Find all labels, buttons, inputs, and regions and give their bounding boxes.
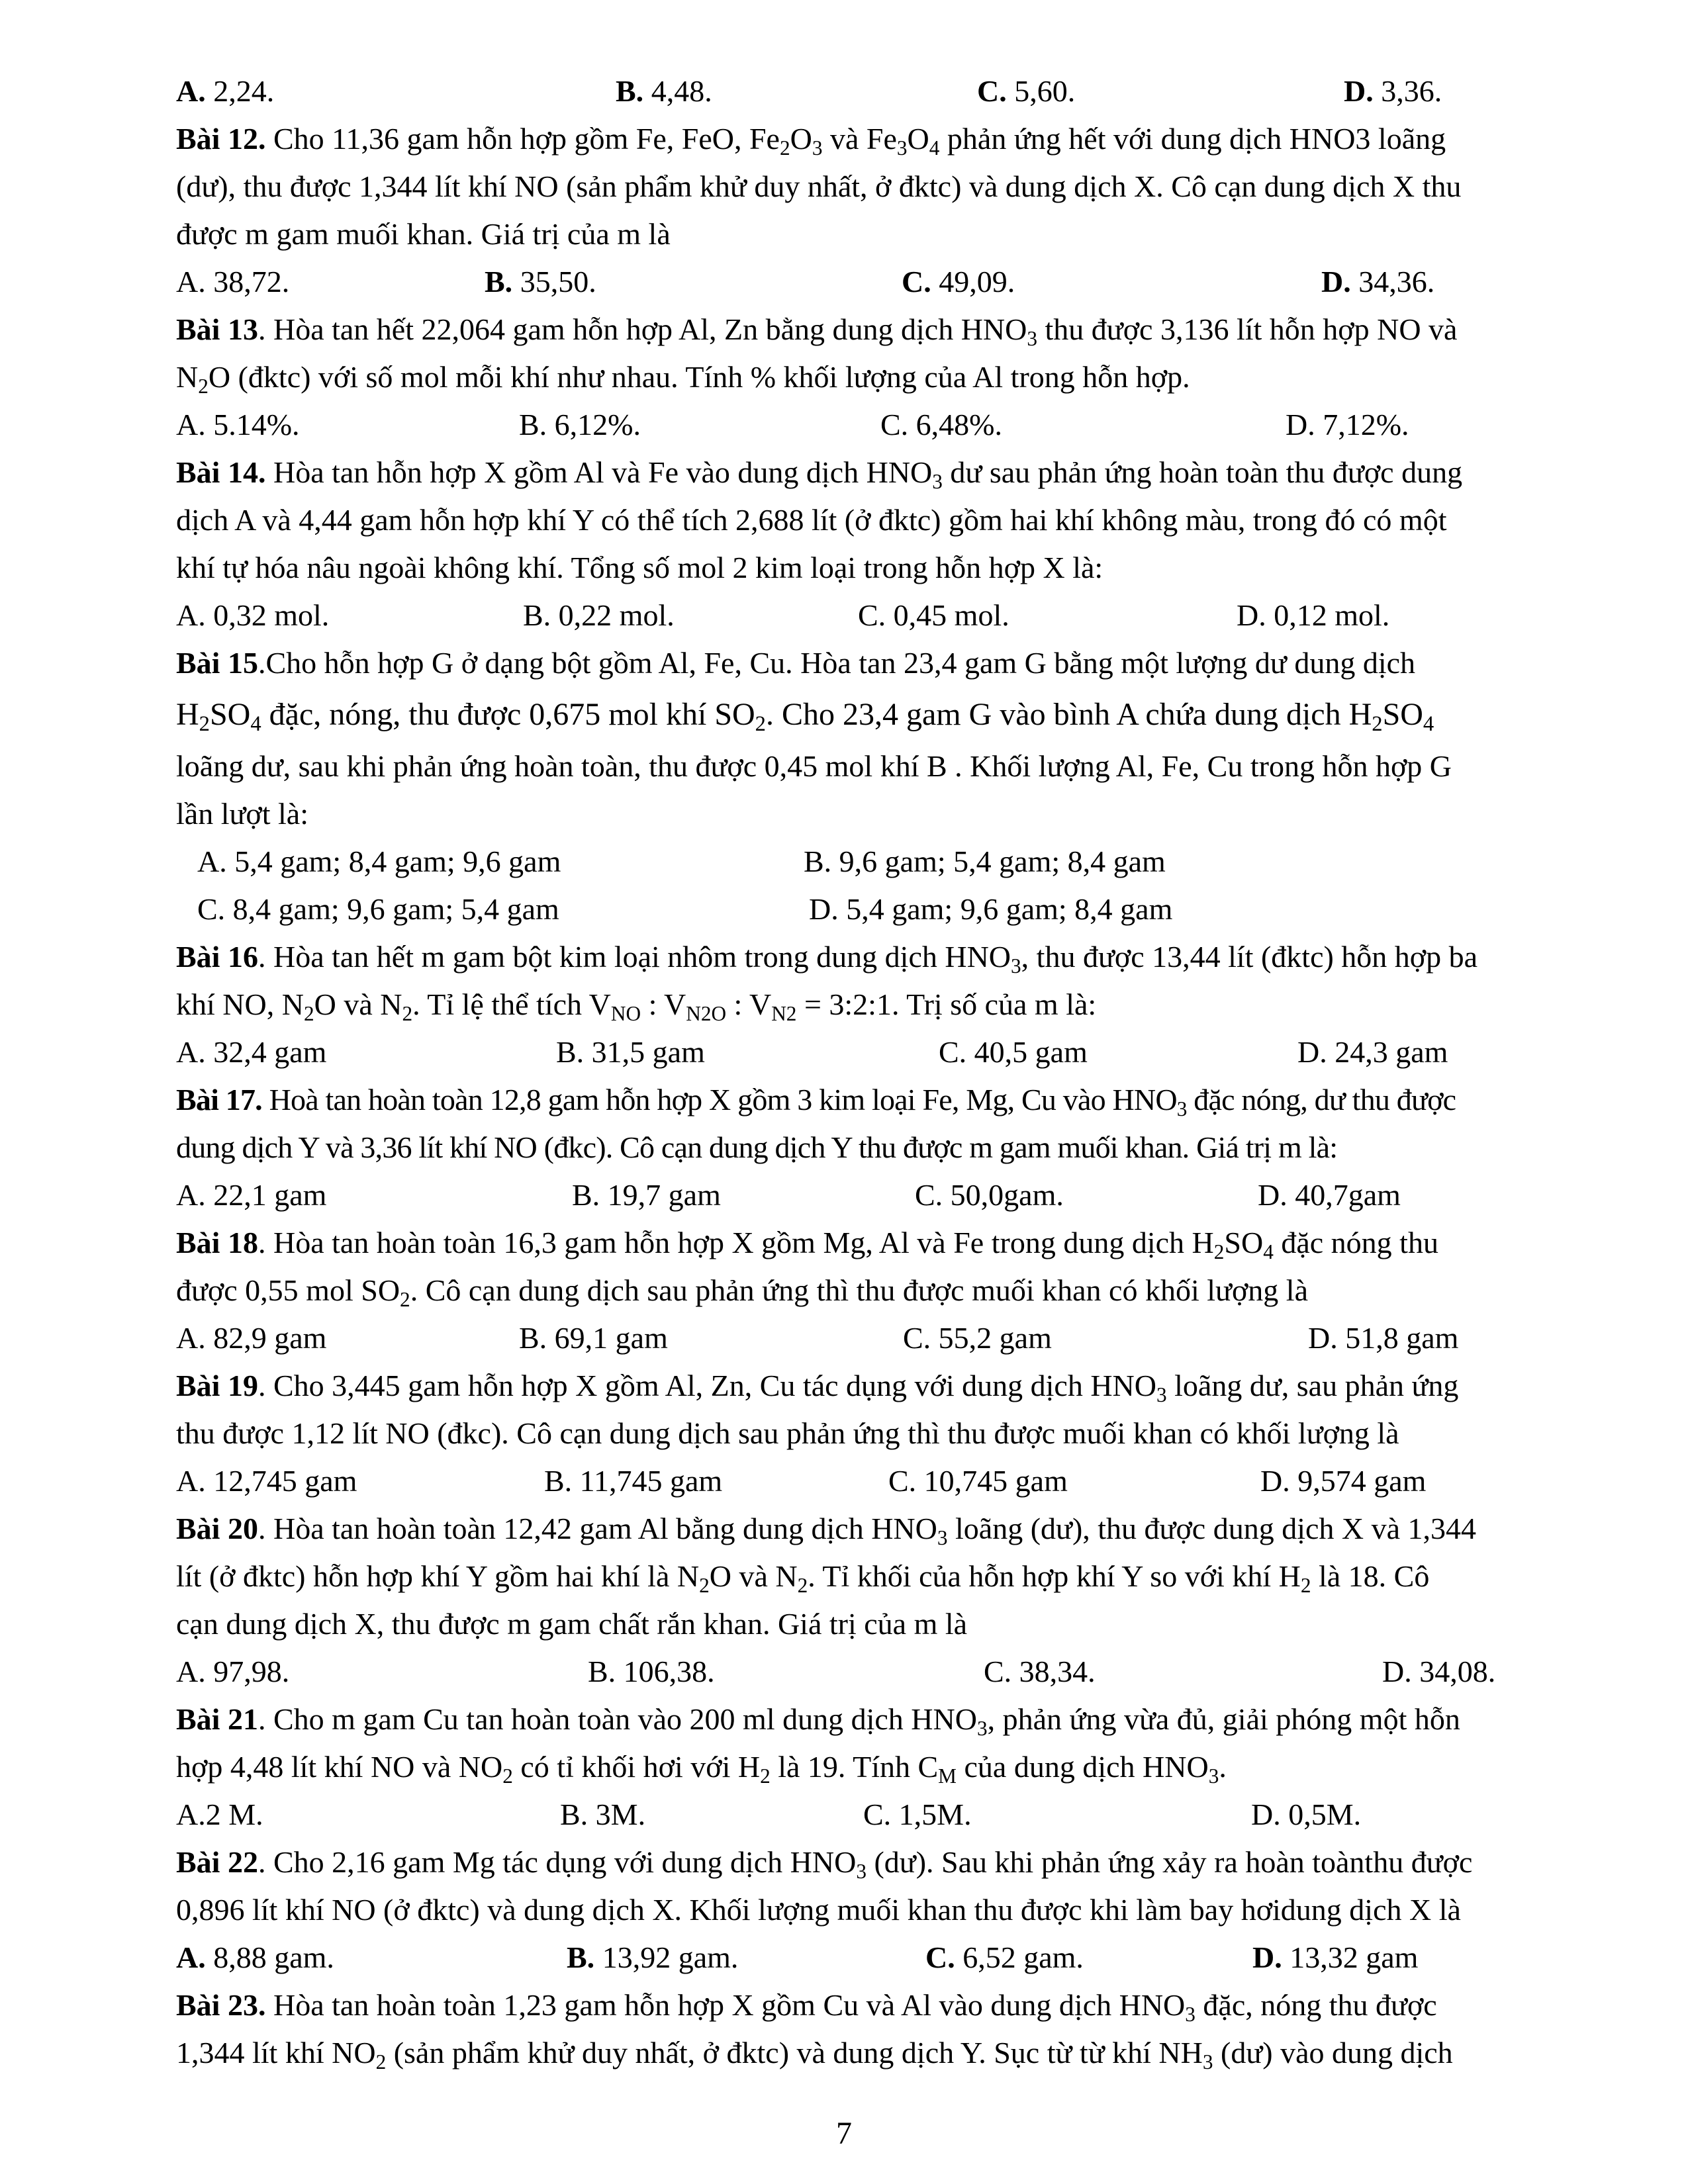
question-15-line: loãng dư, sau khi phản ứng hoàn toàn, thu được 0,45 mol khí B . Khối lượng Al, Fe, Cu trong hỗn hợp G (176, 749, 1452, 783)
answer-option: D. 34,36. (1321, 265, 1435, 298)
question-label: Bài 22 (176, 1845, 258, 1879)
question-15-line: Bài 15.Cho hỗn hợp G ở dạng bột gồm Al, Fe, Cu. Hòa tan 23,4 gam G bằng một lượng dư dung dịch (176, 646, 1416, 680)
answer-option: C. 49,09. (902, 265, 1015, 298)
question-label: Bài 17. (176, 1083, 262, 1116)
answer-option: D. 24,3 gam (1297, 1035, 1448, 1069)
question-23-line: 1,344 lít khí $NO_2$ (sản phẩm khử duy nhất, ở đktc) và dung dịch Y. Sục từ từ khí $NH_3$ (dư) vào dung dịch (176, 2036, 1453, 2073)
answer-option: A. 32,4 gam (176, 1035, 327, 1069)
answer-option: B. 69,1 gam (519, 1321, 668, 1355)
question-17-line: dung dịch Y và 3,36 lít khí NO (đkc). Cô cạn dung dịch Y thu được m gam muối khan. Giá trị m là: (176, 1130, 1338, 1164)
answer-option: C. 0,45 mol. (858, 598, 1009, 632)
question-18-line: Bài 18. Hòa tan hoàn toàn 16,3 gam hỗn hợp X gồm Mg, Al và Fe trong dung dịch $H_2SO_4$ đặc nóng thu (176, 1226, 1438, 1263)
question-23-line: Bài 23. Hòa tan hoàn toàn 1,23 gam hỗn hợp X gồm Cu và Al vào dung dịch $HNO_3$ đặc, nóng thu được (176, 1988, 1437, 2026)
question-17-line: Bài 17. Hoà tan hoàn toàn 12,8 gam hỗn hợp X gồm 3 kim loại Fe, Mg, Cu vào $HNO_3$ đặc nóng, dư thu được (176, 1083, 1456, 1120)
answer-option: D. 34,08. (1382, 1655, 1496, 1688)
answer-option: D. 7,12%. (1286, 408, 1409, 441)
answer-option: A. 2,24. (176, 74, 275, 108)
question-14-line: Bài 14. Hòa tan hỗn hợp X gồm Al và Fe vào dung dịch $HNO_3$ dư sau phản ứng hoàn toàn thu được dung (176, 455, 1463, 493)
question-label: Bài 14. (176, 455, 266, 489)
answer-option: D. 40,7gam (1258, 1178, 1401, 1212)
question-19-line: thu được 1,12 lít NO (đkc). Cô cạn dung dịch sau phản ứng thì thu được muối khan có khối lượng là (176, 1416, 1399, 1450)
answer-option: A. 12,745 gam (176, 1464, 357, 1498)
answer-option: A. 8,88 gam. (176, 1940, 334, 1974)
question-label: Bài 23. (176, 1988, 266, 2022)
answer-option: D. 13,32 gam (1252, 1940, 1419, 1974)
question-16-line: khí NO, $N_2O$ và $N_2$. Tỉ lệ thể tích $V_{NO}$ : $V_{N2O}$ : $V_{N2}$ = 3:2:1. Trị số của m là: (176, 987, 1097, 1025)
question-20-line: lít (ở đktc) hỗn hợp khí Y gồm hai khí là $N_2O$ và $N_2$. Tỉ khối của hỗn hợp khí Y so với khí $H_2$ là 18. Cô (176, 1559, 1430, 1597)
question-15-line: lần lượt là: (176, 797, 308, 831)
question-20-line: cạn dung dịch X, thu được m gam chất rắn khan. Giá trị của m là (176, 1607, 968, 1641)
answer-option: C. 38,34. (984, 1655, 1096, 1688)
answer-option: A. 5.14%. (176, 408, 300, 441)
answer-option: B. 19,7 gam (572, 1178, 721, 1212)
answer-option: C. 6,48%. (880, 408, 1002, 441)
answer-option: C. 1,5M. (863, 1797, 972, 1831)
question-22-line: Bài 22. Cho 2,16 gam Mg tác dụng với dung dịch $HNO_3$ (dư). Sau khi phản ứng xảy ra hoàn toànthu được (176, 1845, 1473, 1883)
answer-option: D. 9,574 gam (1260, 1464, 1427, 1498)
question-21-line: hợp 4,48 lít khí NO và $NO_2$ có tỉ khối hơi với $H_2$ là 19. Tính $C_M$ của dung dịch $HNO_3$. (176, 1750, 1227, 1788)
answer-option: B. 3M. (560, 1797, 646, 1831)
answer-option: A. 97,98. (176, 1655, 290, 1688)
question-label: Bài 21 (176, 1702, 258, 1736)
answer-option: A. 5,4 gam; 8,4 gam; 9,6 gam (197, 844, 561, 878)
answer-option: C. 55,2 gam (903, 1321, 1052, 1355)
answer-option: B. 6,12%. (519, 408, 641, 441)
question-13-line: Bài 13. Hòa tan hết 22,064 gam hỗn hợp Al, Zn bằng dung dịch $HNO_3$ thu được 3,136 lít hỗn hợp NO và (176, 312, 1458, 350)
question-12-line: được m gam muối khan. Giá trị của m là (176, 217, 671, 251)
answer-option: B. 0,22 mol. (523, 598, 675, 632)
question-19-line: Bài 19. Cho 3,445 gam hỗn hợp X gồm Al, Zn, Cu tác dụng với dung dịch $HNO_3$ loãng dư, sau phản ứng (176, 1369, 1459, 1406)
answer-option: B. 35,50. (485, 265, 596, 298)
question-label: Bài 18 (176, 1226, 258, 1259)
question-label: Bài 13 (176, 312, 258, 346)
answer-option: A. 22,1 gam (176, 1178, 327, 1212)
answer-option: A. 0,32 mol. (176, 598, 330, 632)
answer-option: B. 9,6 gam; 5,4 gam; 8,4 gam (804, 844, 1166, 878)
question-14-line: khí tự hóa nâu ngoài không khí. Tổng số mol 2 kim loại trong hỗn hợp X là: (176, 551, 1103, 584)
answer-option: C. 8,4 gam; 9,6 gam; 5,4 gam (197, 892, 559, 926)
answer-option: A.2 M. (176, 1797, 263, 1831)
answer-option: C. 5,60. (977, 74, 1076, 108)
question-label: Bài 19 (176, 1369, 258, 1402)
question-20-line: Bài 20. Hòa tan hoàn toàn 12,42 gam Al bằng dung dịch $HNO_3$ loãng (dư), thu được dung dịch X và 1,344 (176, 1512, 1477, 1549)
page-number: 7 (836, 2116, 852, 2151)
answer-option: B. 31,5 gam (556, 1035, 705, 1069)
question-22-line: 0,896 lít khí NO (ở đktc) và dung dịch X. Khối lượng muối khan thu được khi làm bay hơidung dịch X là (176, 1893, 1461, 1927)
answer-option: B. 4,48. (616, 74, 712, 108)
question-15-line: $H_2SO_4$ đặc, nóng, thu được 0,675 mol khí $SO_2$. Cho 23,4 gam G vào bình A chứa dung dịch $H_2SO_4$ (176, 697, 1434, 737)
answer-option: B. 11,745 gam (544, 1464, 723, 1498)
answer-option: C. 50,0gam. (915, 1178, 1064, 1212)
question-label: Bài 16 (176, 940, 258, 974)
question-14-line: dịch A và 4,44 gam hỗn hợp khí Y có thể tích 2,688 lít (ở đktc) gồm hai khí không màu, trong đó có một (176, 503, 1447, 537)
question-18-line: được 0,55 mol $SO_2$. Cô cạn dung dịch sau phản ứng thì thu được muối khan có khối lượng là (176, 1273, 1308, 1311)
answer-option: C. 40,5 gam (939, 1035, 1088, 1069)
question-12-line: Bài 12. Cho 11,36 gam hỗn hợp gồm Fe, FeO, $Fe_2O_3$ và $Fe_3O_4$ phản ứng hết với dung dịch HNO3 loãng (176, 122, 1446, 159)
question-label: Bài 20 (176, 1512, 258, 1545)
question-13-line: $N_2O$ (đktc) với số mol mỗi khí như nhau. Tính % khối lượng của Al trong hỗn hợp. (176, 360, 1190, 398)
question-21-line: Bài 21. Cho m gam Cu tan hoàn toàn vào 200 ml dung dịch $HNO_3$, phản ứng vừa đủ, giải phóng một hỗn (176, 1702, 1460, 1740)
question-16-line: Bài 16. Hòa tan hết m gam bột kim loại nhôm trong dung dịch $HNO_3$, thu được 13,44 lít (đktc) hỗn hợp ba (176, 940, 1478, 978)
answer-option: D. 0,5M. (1251, 1797, 1362, 1831)
answer-option: B. 106,38. (588, 1655, 715, 1688)
question-12-line: (dư), thu được 1,344 lít khí NO (sản phẩm khử duy nhất, ở đktc) và dung dịch X. Cô cạn dung dịch X thu (176, 169, 1462, 203)
answer-option: A. 82,9 gam (176, 1321, 327, 1355)
question-label: Bài 15 (176, 646, 258, 680)
answer-option: C. 6,52 gam. (925, 1940, 1084, 1974)
answer-option: D. 51,8 gam (1308, 1321, 1459, 1355)
answer-option: C. 10,745 gam (888, 1464, 1068, 1498)
question-label: Bài 12. (176, 122, 266, 156)
answer-option: D. 5,4 gam; 9,6 gam; 8,4 gam (809, 892, 1173, 926)
answer-option: D. 3,36. (1344, 74, 1442, 108)
answer-option: B. 13,92 gam. (567, 1940, 739, 1974)
answer-option: D. 0,12 mol. (1237, 598, 1390, 632)
answer-option: A. 38,72. (176, 265, 290, 298)
